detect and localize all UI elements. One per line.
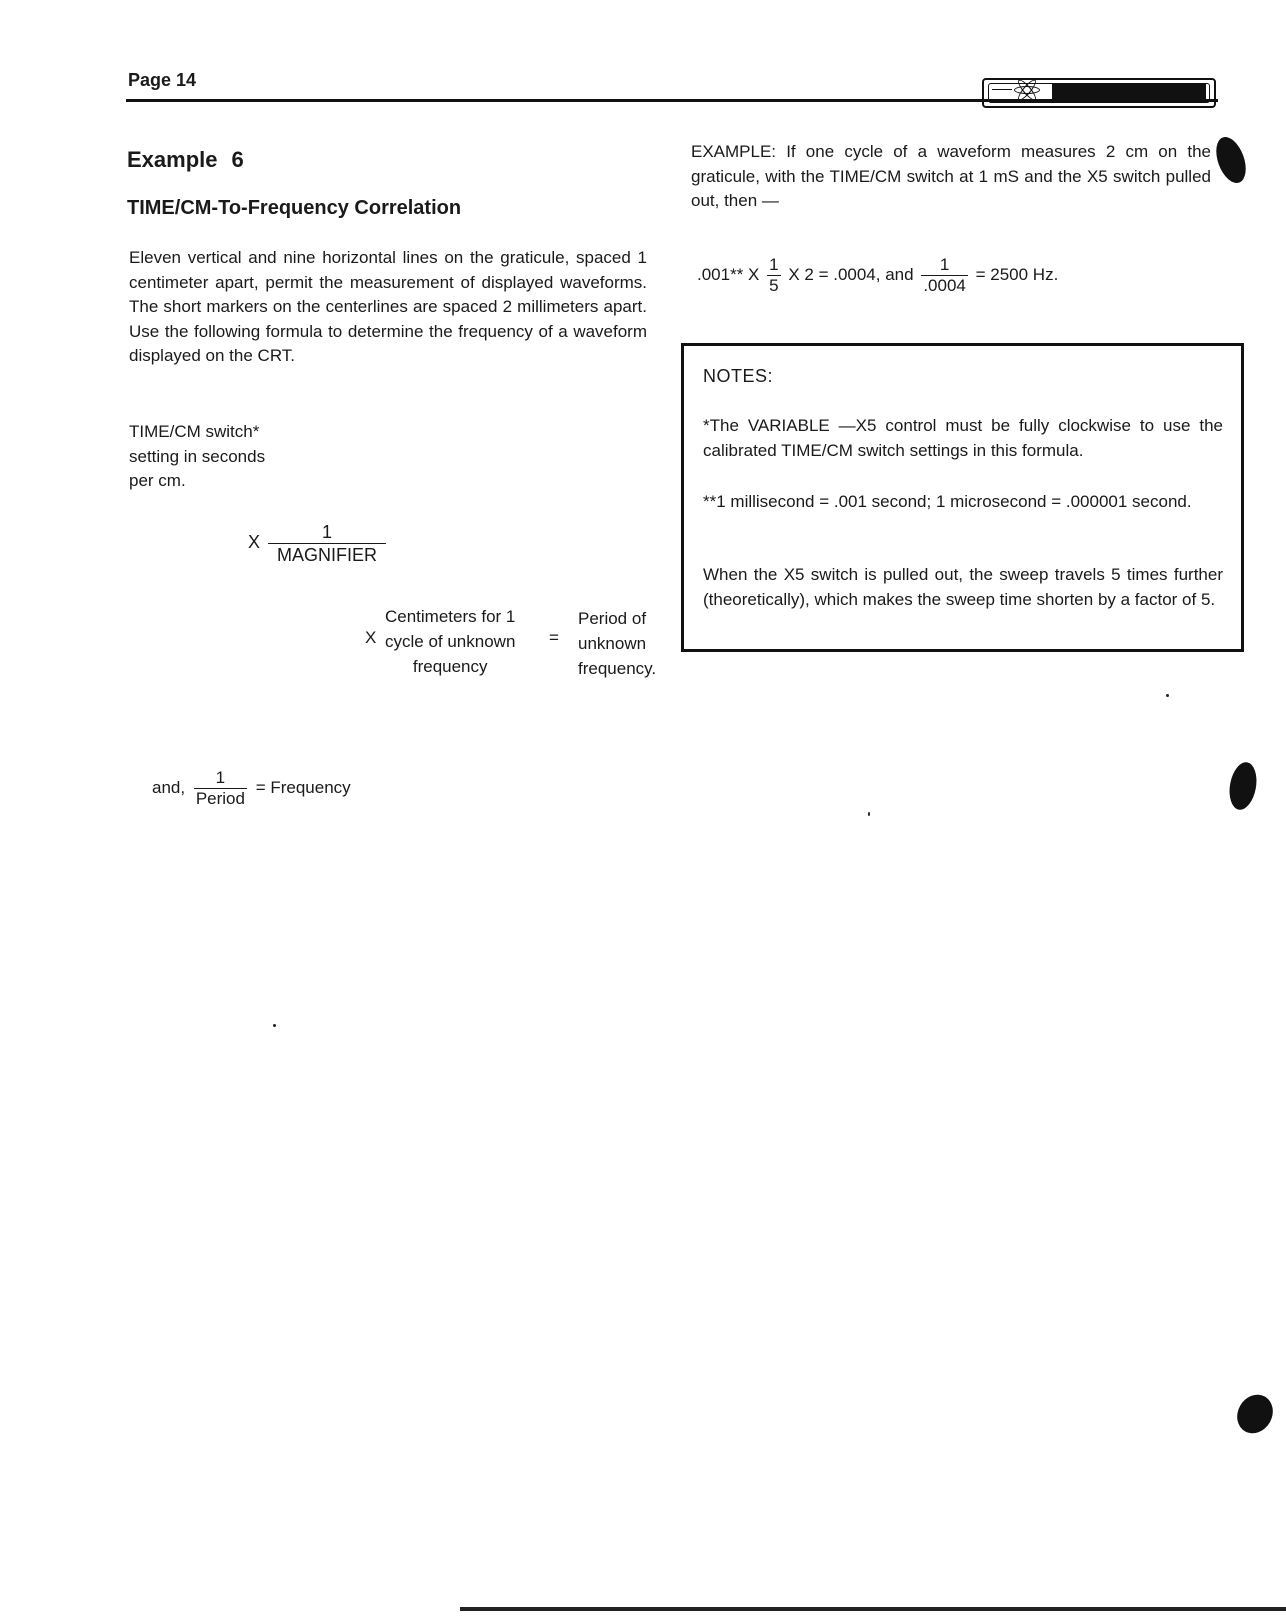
fraction-one-fifth <box>767 255 780 296</box>
note-x5-switch: When the X5 switch is pulled out, the sweep travels 5 times further (theoretically), which makes the sweep time shorten by a factor of 5. <box>703 565 1223 609</box>
formula-prefix: and, <box>152 777 186 797</box>
note-variable-control: *The VARIABLE —X5 control must be fully clockwise to use the calibrated TIME/CM switch settings in this formula. <box>703 416 1223 460</box>
formula-mid: X 2 = .0004, and <box>788 264 914 284</box>
timecm-line: TIME/CM switch* <box>129 422 260 441</box>
heathkit-logo <box>982 78 1216 108</box>
formula-lead: .001** X <box>697 264 760 284</box>
fraction-numerator: 1 <box>939 255 950 274</box>
centimeters-line: frequency <box>412 657 488 676</box>
timecm-line: setting in seconds <box>129 446 266 466</box>
fraction-denominator: Period <box>195 789 245 808</box>
intro-paragraph: Eleven vertical and nine horizontal lines on the graticule, spaced 1 centimeter apart, permit the measurement of displayed waveforms. The short markers on the centerlines are spaced 2 millimeters apart. Use the following formula to determine the frequency of a waveform displayed on the CRT. <box>129 248 647 365</box>
period-line: unknown <box>578 634 647 653</box>
speck <box>868 812 870 816</box>
fraction-numerator: 1 <box>215 768 226 787</box>
fraction-numerator: 1 <box>769 255 779 274</box>
speck <box>273 1024 276 1027</box>
fraction-reciprocal <box>921 255 968 296</box>
notes-title: NOTES: <box>703 366 774 386</box>
period-line: Period of <box>578 609 647 628</box>
fraction-numerator: 1 <box>321 522 332 542</box>
bottom-shadow <box>460 1607 1286 1611</box>
binder-hole <box>1226 760 1260 812</box>
period-result <box>578 606 656 681</box>
multiply-sign: X <box>248 532 261 552</box>
period-fraction <box>194 768 247 809</box>
timecm-line: per cm. <box>129 471 186 490</box>
speck <box>1166 694 1169 697</box>
example-heading-number: 6 <box>231 147 244 172</box>
period-line: frequency. <box>578 659 657 678</box>
example-heading-label: Example <box>127 147 218 172</box>
atom-icon <box>1014 82 1038 96</box>
section-subheading: TIME/CM-To-Frequency Correlation <box>127 197 462 219</box>
fraction-denominator: MAGNIFIER <box>268 543 386 566</box>
equals-sign: = <box>549 628 559 647</box>
centimeters-line: cycle of unknown <box>385 632 516 651</box>
formula-suffix: = Frequency <box>255 777 351 797</box>
example-text: EXAMPLE: If one cycle of a waveform measures 2 cm on the graticule, with the TIME/CM switch at 1 mS and the X5 switch pulled out, then — <box>691 142 1211 210</box>
centimeters-term <box>385 604 515 679</box>
magnifier-fraction <box>268 521 386 566</box>
note-time-units: **1 millisecond = .001 second; 1 microsecond = .000001 second. <box>703 492 1192 511</box>
formula-tail: = 2500 Hz. <box>975 264 1059 284</box>
fraction-denominator: 5 <box>769 276 779 295</box>
header-rule <box>126 99 1218 102</box>
frequency-formula <box>152 768 351 809</box>
page-number: Page 14 <box>128 70 197 90</box>
binder-hole <box>1230 1388 1279 1440</box>
multiply-sign: X <box>365 628 377 647</box>
example-heading <box>127 147 244 173</box>
binder-hole <box>1211 133 1252 187</box>
example-formula <box>697 255 1058 296</box>
fraction-denominator: .0004 <box>923 276 966 295</box>
centimeters-line: Centimeters for 1 <box>385 607 516 626</box>
timecm-setting-label <box>129 420 265 494</box>
